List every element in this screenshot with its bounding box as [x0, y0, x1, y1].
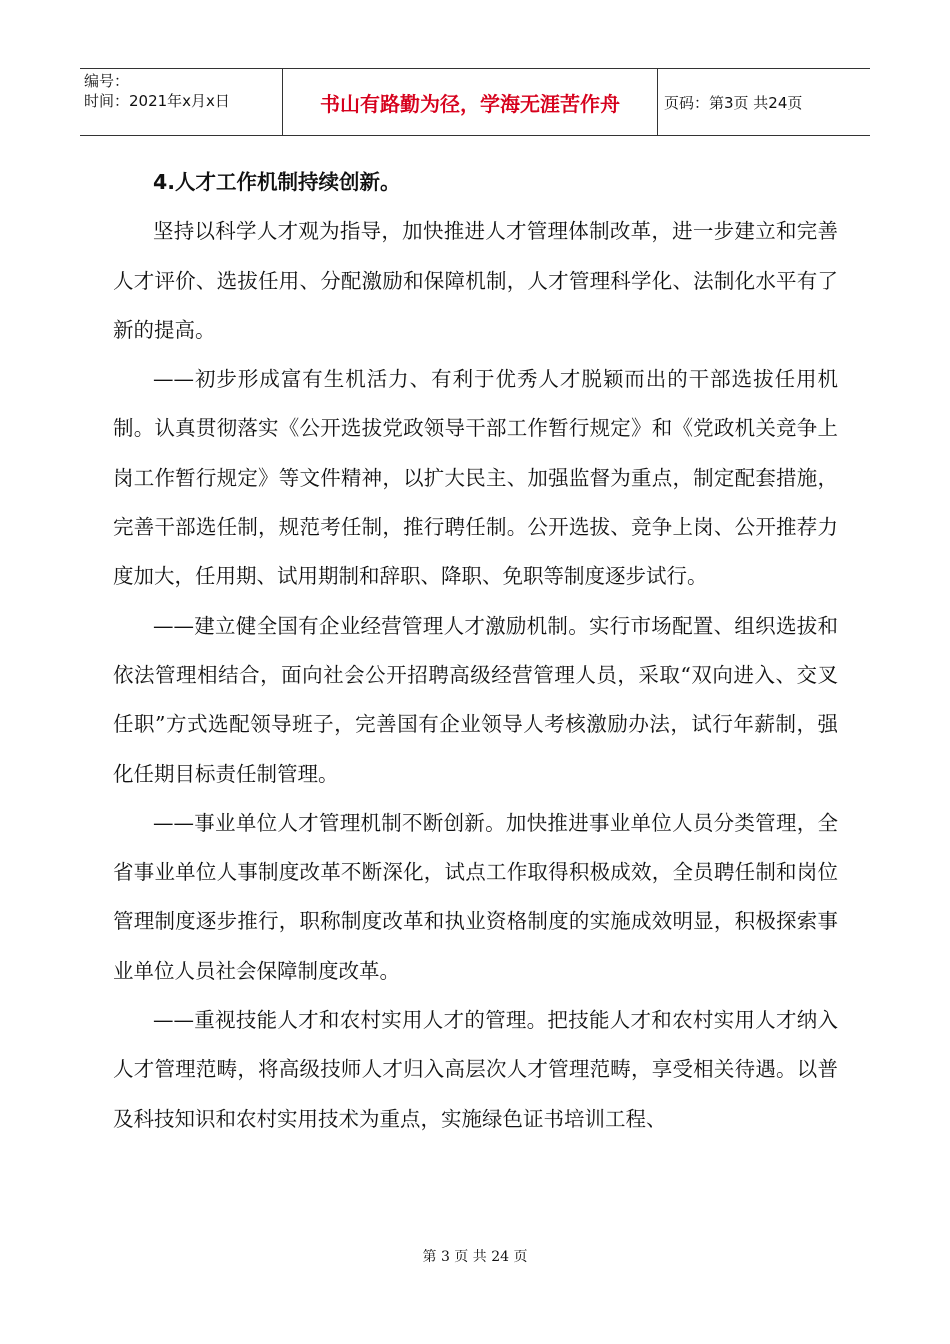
number-label: 编号：: [84, 72, 130, 90]
paragraph: ——重视技能人才和农村实用人才的管理。把技能人才和农村实用人才纳入人才管理范畴，将高级技师人才归入高层次人才管理范畴，享受相关待遇。以普及科技知识和农村实用技术为重点，实施绿色证书培训工程、: [113, 1008, 838, 1131]
document-body: [113, 158, 838, 1144]
header-page-info: 页码：第3页 共24页: [664, 93, 803, 112]
section-heading: 4.人才工作机制持续创新。: [153, 170, 401, 194]
header-motto: 书山有路勤为径，学海无涯苦作舟: [282, 69, 658, 135]
paragraph: 坚持以科学人才观为指导，加快推进人才管理体制改革，进一步建立和完善人才评价、选拔任用、分配激励和保障机制，人才管理科学化、法制化水平有了新的提高。: [113, 219, 838, 342]
page-footer: 第 3 页 共 24 页: [422, 1249, 528, 1265]
header-meta: [80, 69, 282, 135]
paragraph: ——事业单位人才管理机制不断创新。加快推进事业单位人员分类管理，全省事业单位人事制度改革不断深化，试点工作取得积极成效，全员聘任制和岗位管理制度逐步推行，职称制度改革和执业资格制度的实施成效明显，积极探索事业单位人员社会保障制度改革。: [113, 810, 838, 983]
page-header: [80, 68, 870, 136]
paragraph: ——初步形成富有生机活力、有利于优秀人才脱颖而出的干部选拔任用机制。认真贯彻落实《公开选拔党政领导干部工作暂行规定》和《党政机关竞争上岗工作暂行规定》等文件精神，以扩大民主、加强监督为重点，制定配套措施，完善干部选任制，规范考任制，推行聘任制。公开选拔、竞争上岗、公开推荐力度加大，任用期、试用期制和辞职、降职、免职等制度逐步试行。: [113, 367, 838, 589]
paragraph: ——建立健全国有企业经营管理人才激励机制。实行市场配置、组织选拔和依法管理相结合，面向社会公开招聘高级经营管理人员，采取“双向进入、交叉任职”方式选配领导班子，完善国有企业领导人考核激励办法，试行年薪制，强化任期目标责任制管理。: [113, 613, 838, 786]
time-label: 时间：2021年x月x日: [84, 92, 230, 110]
